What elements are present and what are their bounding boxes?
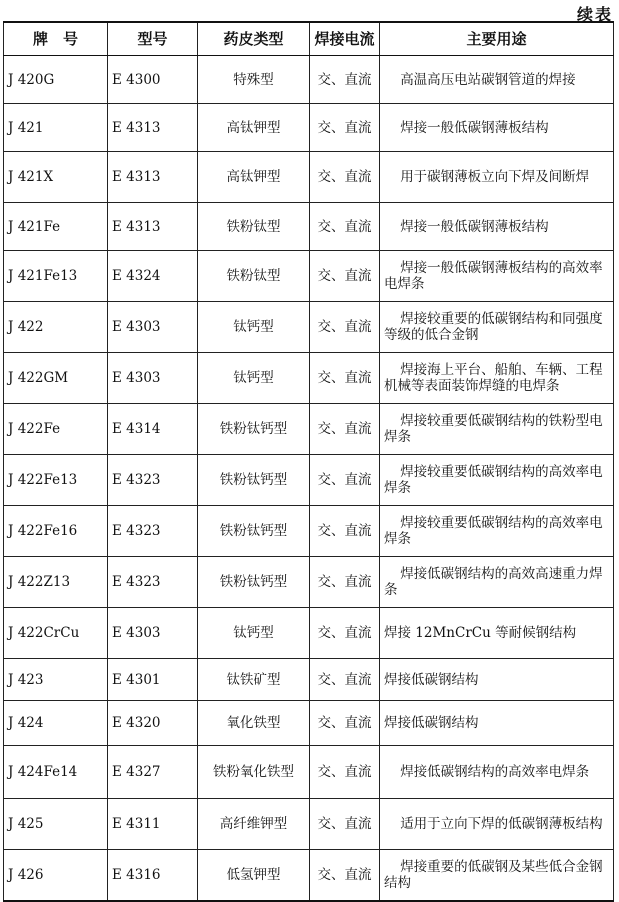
cell-coating-type: 钛钙型 — [198, 608, 310, 659]
cell-model: E 4313 — [108, 152, 198, 203]
cell-brand: J 421Fe — [4, 203, 108, 251]
cell-main-use: 焊接一般低碳钢薄板结构 — [380, 104, 614, 152]
table-row — [4, 104, 614, 152]
cell-coating-type: 低氢钾型 — [198, 850, 310, 902]
table-row — [4, 152, 614, 203]
cell-model: E 4320 — [108, 701, 198, 746]
cell-coating-type: 高钛钾型 — [198, 152, 310, 203]
table-row — [4, 302, 614, 353]
cell-model: E 4301 — [108, 659, 198, 701]
cell-coating-type: 铁粉钛型 — [198, 251, 310, 302]
cell-model: E 4316 — [108, 850, 198, 902]
cell-welding-current: 交、直流 — [310, 659, 380, 701]
cell-brand: J 420G — [4, 56, 108, 104]
cell-welding-current: 交、直流 — [310, 850, 380, 902]
cell-welding-current: 交、直流 — [310, 152, 380, 203]
table-row — [4, 701, 614, 746]
cell-welding-current: 交、直流 — [310, 404, 380, 455]
cell-brand: J 422 — [4, 302, 108, 353]
cell-model: E 4313 — [108, 203, 198, 251]
cell-coating-type: 铁粉钛钙型 — [198, 404, 310, 455]
cell-brand: J 424 — [4, 701, 108, 746]
header-welding-current: 焊接电流 — [310, 22, 380, 56]
cell-main-use: 焊接海上平台、船舶、车辆、工程机械等表面装饰焊缝的电焊条 — [380, 353, 614, 404]
cell-main-use: 焊接较重要低碳钢结构的高效率电焊条 — [380, 455, 614, 506]
cell-main-use: 焊接低碳钢结构 — [380, 701, 614, 746]
cell-coating-type: 铁粉钛型 — [198, 203, 310, 251]
cell-welding-current: 交、直流 — [310, 251, 380, 302]
header-main-use: 主要用途 — [380, 22, 614, 56]
table-row — [4, 251, 614, 302]
cell-model: E 4313 — [108, 104, 198, 152]
cell-welding-current: 交、直流 — [310, 302, 380, 353]
cell-coating-type: 铁粉钛钙型 — [198, 506, 310, 557]
cell-main-use: 焊接较重要低碳钢结构的高效率电焊条 — [380, 506, 614, 557]
header-model: 型号 — [108, 22, 198, 56]
cell-main-use: 焊接低碳钢结构的高效率电焊条 — [380, 746, 614, 799]
cell-main-use: 焊接重要的低碳钢及某些低合金钢结构 — [380, 850, 614, 902]
cell-welding-current: 交、直流 — [310, 203, 380, 251]
table-row — [4, 56, 614, 104]
electrode-table — [3, 21, 614, 902]
cell-brand: J 423 — [4, 659, 108, 701]
cell-model: E 4303 — [108, 608, 198, 659]
cell-brand: J 422GM — [4, 353, 108, 404]
cell-model: E 4324 — [108, 251, 198, 302]
cell-coating-type: 铁粉氧化铁型 — [198, 746, 310, 799]
cell-welding-current: 交、直流 — [310, 104, 380, 152]
cell-welding-current: 交、直流 — [310, 799, 380, 850]
cell-main-use: 焊接低碳钢结构 — [380, 659, 614, 701]
header-coating-type: 药皮类型 — [198, 22, 310, 56]
cell-coating-type: 钛铁矿型 — [198, 659, 310, 701]
table-row — [4, 353, 614, 404]
cell-brand: J 422Fe13 — [4, 455, 108, 506]
cell-main-use: 适用于立向下焊的低碳钢薄板结构 — [380, 799, 614, 850]
header-brand: 牌 号 — [4, 22, 108, 56]
cell-brand: J 421 — [4, 104, 108, 152]
table-row — [4, 506, 614, 557]
cell-model: E 4323 — [108, 506, 198, 557]
cell-coating-type: 钛钙型 — [198, 302, 310, 353]
cell-coating-type: 铁粉钛钙型 — [198, 455, 310, 506]
cell-model: E 4311 — [108, 799, 198, 850]
cell-welding-current: 交、直流 — [310, 557, 380, 608]
cell-coating-type: 钛钙型 — [198, 353, 310, 404]
cell-brand: J 421Fe13 — [4, 251, 108, 302]
cell-model: E 4327 — [108, 746, 198, 799]
cell-coating-type: 高纤维钾型 — [198, 799, 310, 850]
cell-welding-current: 交、直流 — [310, 455, 380, 506]
cell-coating-type: 特殊型 — [198, 56, 310, 104]
table-row — [4, 557, 614, 608]
cell-welding-current: 交、直流 — [310, 701, 380, 746]
cell-brand: J 426 — [4, 850, 108, 902]
cell-welding-current: 交、直流 — [310, 608, 380, 659]
table-row — [4, 404, 614, 455]
table-row — [4, 203, 614, 251]
cell-main-use: 焊接低碳钢结构的高效高速重力焊条 — [380, 557, 614, 608]
cell-model: E 4314 — [108, 404, 198, 455]
table-continued-caption: 续表 — [576, 5, 613, 24]
cell-coating-type: 铁粉钛钙型 — [198, 557, 310, 608]
cell-main-use: 焊接较重要的低碳钢结构和同强度等级的低合金钢 — [380, 302, 614, 353]
table-row — [4, 799, 614, 850]
cell-main-use: 焊接一般低碳钢薄板结构的高效率电焊条 — [380, 251, 614, 302]
cell-main-use: 焊接一般低碳钢薄板结构 — [380, 203, 614, 251]
cell-main-use: 用于碳钢薄板立向下焊及间断焊 — [380, 152, 614, 203]
cell-model: E 4303 — [108, 353, 198, 404]
cell-main-use: 高温高压电站碳钢管道的焊接 — [380, 56, 614, 104]
cell-welding-current: 交、直流 — [310, 746, 380, 799]
cell-welding-current: 交、直流 — [310, 353, 380, 404]
cell-model: E 4323 — [108, 455, 198, 506]
cell-brand: J 422Fe — [4, 404, 108, 455]
cell-brand: J 424Fe14 — [4, 746, 108, 799]
cell-brand: J 422Fe16 — [4, 506, 108, 557]
cell-brand: J 421X — [4, 152, 108, 203]
cell-welding-current: 交、直流 — [310, 506, 380, 557]
table-row — [4, 455, 614, 506]
cell-welding-current: 交、直流 — [310, 56, 380, 104]
cell-coating-type: 高钛钾型 — [198, 104, 310, 152]
cell-main-use: 焊接较重要低碳钢结构的铁粉型电焊条 — [380, 404, 614, 455]
table-row — [4, 659, 614, 701]
cell-brand: J 422CrCu — [4, 608, 108, 659]
cell-coating-type: 氧化铁型 — [198, 701, 310, 746]
cell-brand: J 425 — [4, 799, 108, 850]
table-row — [4, 746, 614, 799]
cell-main-use: 焊接 12MnCrCu 等耐候钢结构 — [380, 608, 614, 659]
table-header-row — [4, 22, 614, 56]
cell-model: E 4323 — [108, 557, 198, 608]
cell-brand: J 422Z13 — [4, 557, 108, 608]
table-row — [4, 850, 614, 902]
cell-model: E 4300 — [108, 56, 198, 104]
table-row — [4, 608, 614, 659]
cell-model: E 4303 — [108, 302, 198, 353]
